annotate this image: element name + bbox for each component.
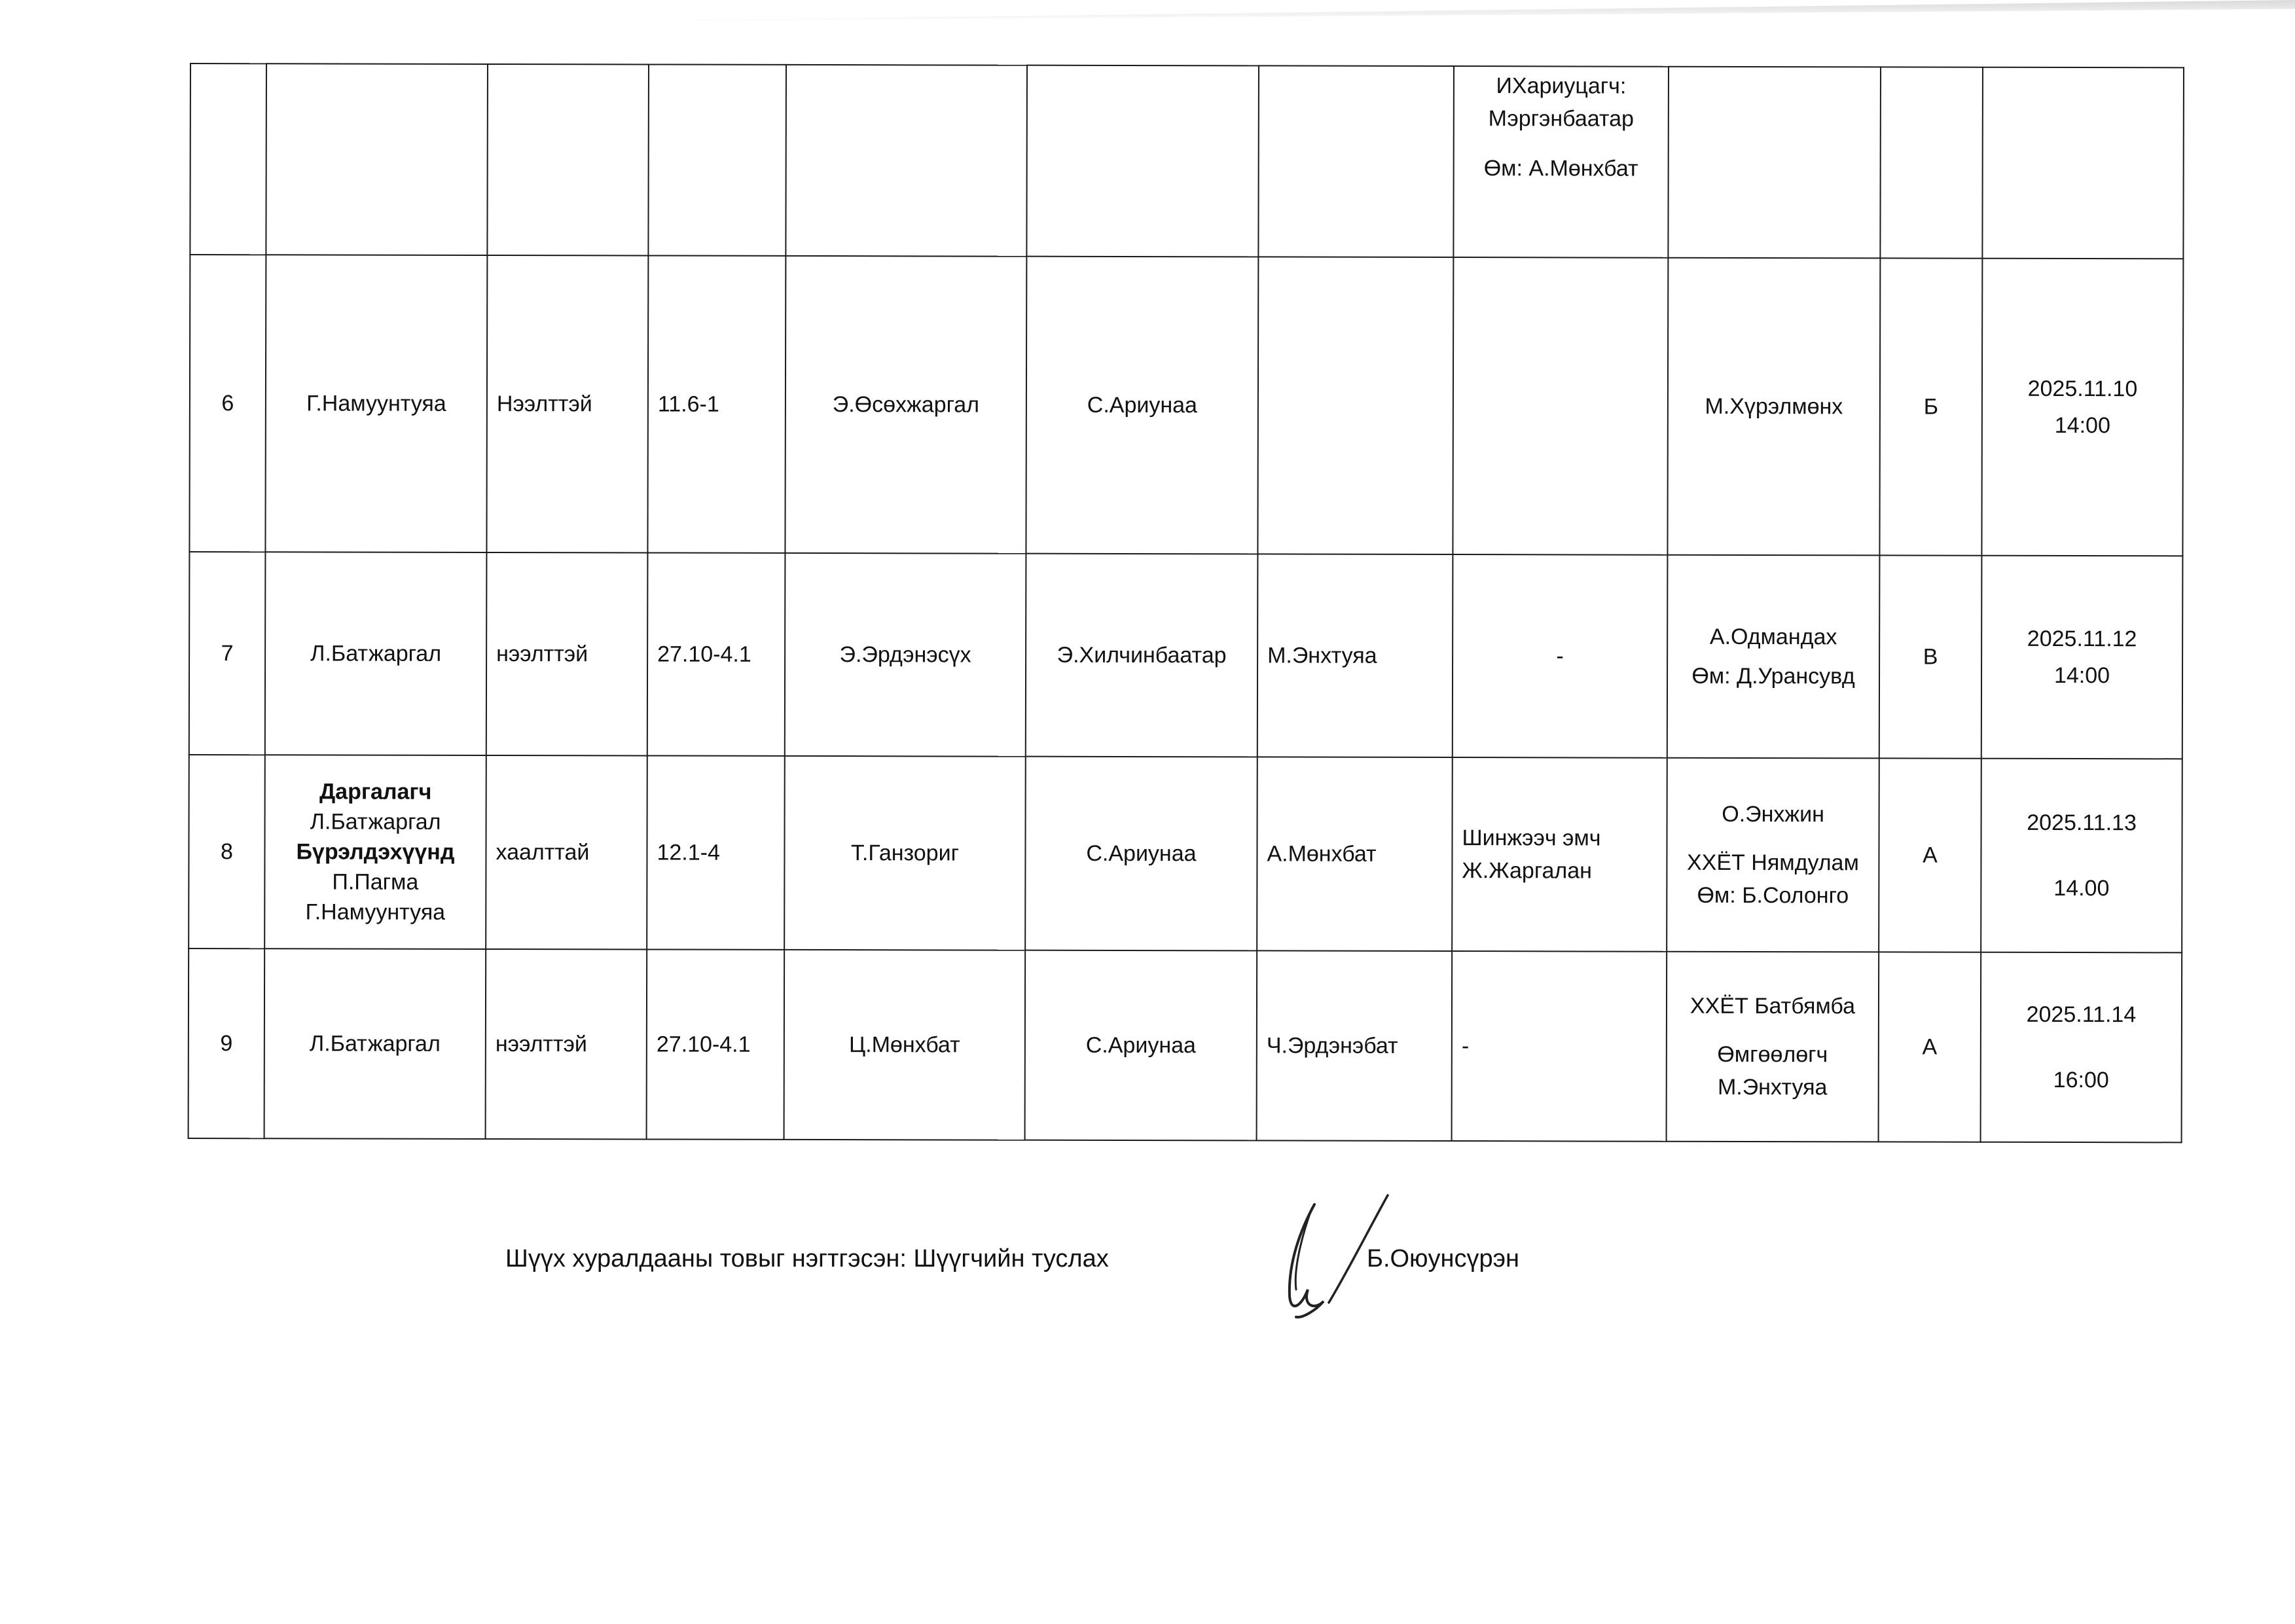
defense-rep: Өм: Д.Урансувд	[1691, 663, 1855, 689]
cell-clerk: С.Ариунаа	[1026, 257, 1258, 554]
cell-number: 9	[189, 948, 265, 1138]
cell-empty	[648, 64, 786, 255]
cell-judge-panel	[264, 755, 486, 949]
cell-hearing-type: Нээлттэй	[486, 255, 648, 553]
other-name: Мэргэнбаатар	[1488, 106, 1634, 132]
table-row	[189, 948, 2182, 1142]
cell-defense: М.Хүрэлмөнх	[1667, 258, 1880, 556]
expert-title: Шинжээч эмч	[1462, 825, 1601, 851]
cell-clerk: С.Ариунаа	[1025, 757, 1257, 951]
cell-empty	[1880, 67, 1983, 258]
cell-party	[1257, 257, 1453, 554]
hearing-date: 2025.11.13	[2027, 810, 2137, 836]
cell-other: -	[1453, 554, 1668, 758]
presiding-title: Даргалагч	[319, 779, 432, 804]
hearing-date: 2025.11.10	[2027, 376, 2138, 402]
cell-empty	[190, 63, 266, 255]
hearing-time: 14:00	[2053, 662, 2110, 689]
cell-defense	[1667, 555, 1880, 759]
assistant-name: Б.Оюунсүрэн	[1367, 1245, 1520, 1272]
cell-datetime	[1981, 759, 2182, 953]
cell-datetime	[1981, 556, 2183, 759]
cell-article: 27.10-4.1	[647, 949, 785, 1139]
cell-other	[1452, 757, 1667, 952]
cell-other: -	[1452, 951, 1667, 1142]
hearing-time: 14:00	[2054, 412, 2110, 439]
cell-room: Б	[1879, 258, 1982, 555]
cell-party: А.Мөнхбат	[1257, 757, 1453, 951]
hearing-time: 16:00	[2053, 1067, 2109, 1093]
cell-datetime	[1981, 952, 2182, 1143]
cell-number: 8	[189, 755, 265, 948]
cell-empty	[266, 63, 488, 255]
defense-name: ХХЁТ Батбямба	[1690, 993, 1856, 1019]
cell-empty	[1668, 67, 1881, 259]
cell-article: 12.1-4	[647, 755, 785, 949]
table-row	[189, 552, 2183, 759]
cell-hearing-type: хаалттай	[486, 755, 647, 950]
hearing-schedule-table	[188, 63, 2184, 1143]
other-role: ИХариуцагч:	[1496, 73, 1627, 99]
defense-rep: Өм: Б.Солонго	[1697, 882, 1849, 909]
cell-defense	[1667, 952, 1879, 1142]
cell-room: А	[1879, 952, 1981, 1142]
table-row	[189, 255, 2183, 556]
defense-name: О.Энхжин	[1722, 801, 1824, 827]
cell-empty	[1026, 65, 1259, 257]
table-row	[189, 755, 2182, 952]
compiled-by-label: Шүүх хуралдааны товыг нэгтгэсэн: Шүүгчийн туслах	[505, 1245, 1109, 1272]
presiding-judge: Л.Батжаргал	[310, 809, 441, 835]
defense-role: Өмгөөлөгч	[1717, 1041, 1828, 1068]
panel-title: Бүрэлдэхүүнд	[296, 839, 455, 865]
panel-member: Г.Намуунтуяа	[305, 899, 446, 925]
cell-prosecutor: Э.Эрдэнэсүх	[785, 553, 1026, 757]
cell-clerk: Э.Хилчинбаатар	[1026, 554, 1258, 757]
cell-datetime	[1981, 259, 2183, 556]
cell-judge: Л.Батжаргал	[264, 948, 486, 1139]
cell-defense	[1667, 758, 1879, 952]
cell-hearing-type: нээлттэй	[486, 949, 647, 1140]
cell-empty	[1982, 67, 2184, 259]
cell-prosecutor: Т.Ганзориг	[784, 756, 1026, 950]
cell-party: М.Энхтуяа	[1257, 554, 1453, 757]
expert-name: Ж.Жаргалан	[1462, 858, 1592, 884]
cell-article: 27.10-4.1	[647, 552, 786, 755]
cell-judge: Л.Батжаргал	[265, 552, 487, 755]
hearing-date: 2025.11.14	[2026, 1001, 2137, 1028]
cell-article: 11.6-1	[647, 255, 786, 552]
cell-empty	[487, 64, 649, 256]
cell-prosecutor: Э.Өсөхжаргал	[785, 256, 1026, 554]
cell-number: 7	[189, 552, 266, 755]
defense-rep: М.Энхтуяа	[1717, 1074, 1828, 1100]
cell-hearing-type: нээлттэй	[486, 552, 648, 756]
cell-room: В	[1879, 555, 1982, 758]
cell-empty	[1258, 65, 1454, 257]
cell-other	[1453, 66, 1669, 258]
table-row-continuation	[190, 63, 2184, 259]
scan-edge-shadow	[511, 0, 2295, 22]
cell-other	[1453, 257, 1668, 555]
cell-number: 6	[189, 255, 266, 552]
cell-party: Ч.Эрдэнэбат	[1257, 950, 1453, 1141]
panel-member: П.Пагма	[332, 869, 419, 895]
cell-room: А	[1879, 758, 1981, 952]
cell-judge: Г.Намуунтуяа	[265, 255, 487, 552]
cell-prosecutor: Ц.Мөнхбат	[784, 950, 1026, 1140]
other-rep: Өм: А.Мөнхбат	[1483, 156, 1638, 181]
defense-org: ХХЁТ Нямдулам	[1686, 850, 1859, 876]
defense-name: А.Одмандах	[1709, 624, 1837, 650]
cell-empty	[786, 65, 1027, 257]
cell-clerk: С.Ариунаа	[1025, 950, 1257, 1141]
hearing-date: 2025.11.12	[2027, 626, 2137, 652]
hearing-time: 14.00	[2053, 875, 2110, 901]
